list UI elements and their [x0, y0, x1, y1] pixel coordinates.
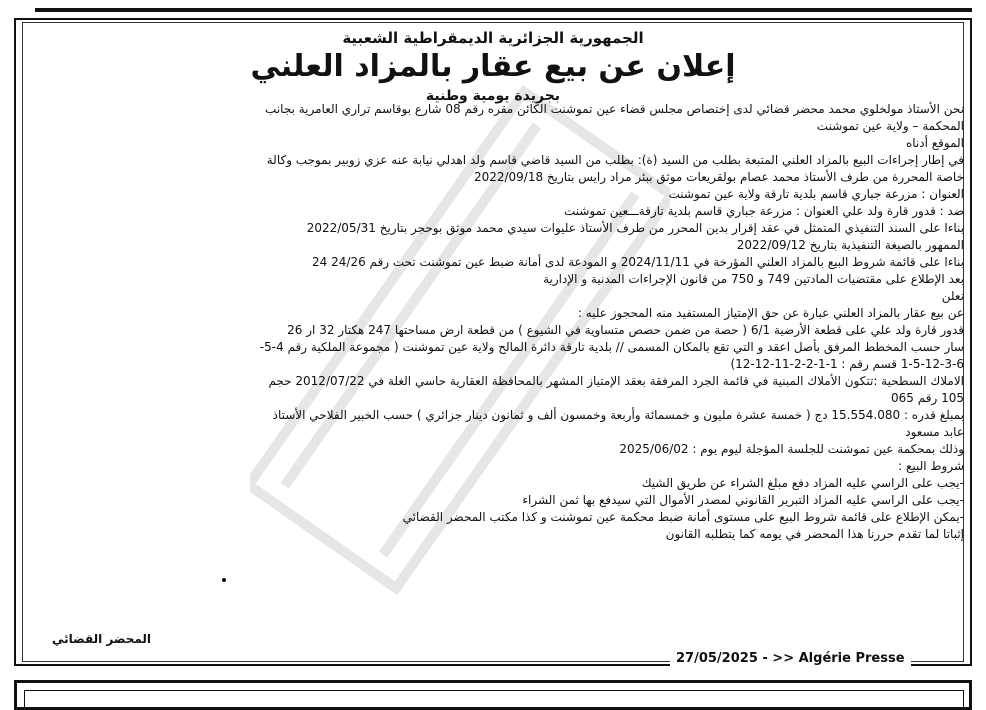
body-line: الاملاك السطحية :تتكون الأملاك المبنية في قائمة الجرد المرفقة بعقد الإمتياز المشهر بالمحافظة العقارية حاسي الغلة في 2012/07/22 حجم [268, 374, 964, 388]
body-line: -يجب على الراسي عليه المزاد دفع مبلغ الشراء عن طريق الشيك [641, 476, 964, 490]
body-line: خاصة المحررة من طرف الأستاذ محمد عصام بولقريعات موثق ببئر مراد رايس بتاريخ 2022/09/18 [473, 170, 964, 184]
body-line: المحكمة – ولاية عين تموشنت [816, 119, 964, 133]
signature-label: المحضر القضائي [52, 632, 152, 646]
body-line: العنوان : مزرعة جباري قاسم بلدية تارقة ولاية عين تموشنت [668, 187, 964, 201]
next-announcement-inner-frame [24, 690, 964, 710]
body-line: الموقع أدناه [905, 136, 964, 150]
body-line: بناءا على قائمة شروط البيع بالمزاد العلني المؤرخة في 2024/11/11 و المودعة لدى أمانة ضبط عين تموشنت تحت رقم 24/26 24 [312, 255, 964, 269]
republic-heading: الجمهورية الجزائرية الديمقراطية الشعبية [342, 29, 644, 47]
source-footer: 27/05/2025 - >> Algérie Presse [670, 651, 911, 666]
body-line: نعلن [941, 289, 964, 303]
body-line: في إطار إجراءات البيع بالمزاد العلني المتبعة بطلب من السيد (ة): بطلب من السيد قاضي قاسم ولد اهدلي نيابة عنه عزي زوبير بموجب وكالة [266, 153, 964, 167]
top-rule [35, 8, 972, 12]
body-line: ضد : قدور قارة ولد علي العنوان : مزرعة جباري قاسم بلدية تارقةـــعين تموشنت [563, 204, 964, 218]
body-line: 1-5-12-3-6 قسم رقم : 1-1-2-2-11-12-12) [730, 357, 964, 371]
body-line: قدور قارة ولد علي على قطعة الأرضية 6/1 ( حصة من ضمن حصص متساوية في الشيوع ) من قطعة ارض مساحتها 247 هكتار 32 ار 26 [287, 323, 964, 337]
body-line: إثباتا لما تقدم حررنا هذا المحضر في يومه كما يتطلبه القانون [665, 527, 964, 541]
body-line: نحن الأستاذ مولخلوي محمد محضر قضائي لدى إختصاص مجلس قضاء عين تموشنت الكائن مقره رقم 08 شارع بوقاسم تراري العامرية بجانب [265, 102, 964, 116]
body-line: -يمكن الإطلاع على قائمة شروط البيع على مستوى أمانة ضبط محكمة عين تموشنت و كذا مكتب المحضر القضائي [402, 510, 964, 524]
body-line: وذلك بمحكمة عين تموشنت للجلسة المؤجلة ليوم يوم : 2025/06/02 [619, 442, 964, 456]
body-line: الممهور بالصيغة التنفيذية بتاريخ 2022/09/12 [736, 238, 964, 252]
body-line: شروط البيع : [898, 459, 964, 473]
body-line: 105 رقم 065 [891, 391, 964, 405]
body-line: سار حسب المخطط المرفق بأصل اعقد و التي تقع بالمكان المسمى // بلدية تارقة دائرة المالح ولاية عين تموشنت ( مجموعة الملكية رقم 4-5- [259, 340, 964, 354]
body-line: عابد مسعود [905, 425, 964, 439]
body-line: عن بيع عقار بالمزاد العلني عبارة عن حق الإمتياز المستفيد منه المحجوز عليه : [577, 306, 964, 320]
body-line: بناءا على السند التنفيذي المتمثل في عقد إقرار بدين المحرر من طرف الأستاذ عليوات سيدي محمد موثق بوحجر بتاريخ 2022/05/31 [306, 221, 964, 235]
body-line: بعد الإطلاع على مقتضيات المادتين 749 و 750 من قانون الإجراءات المدنية و الإدارية [543, 272, 964, 286]
announcement-body [26, 101, 964, 543]
announcement-title: إعلان عن بيع عقار بالمزاد العلني [250, 49, 736, 84]
announcement-header [30, 28, 956, 106]
body-line: -يجب على الراسي عليه المزاد التبرير القانوني لمصدر الأموال التي سيدفع بها ثمن الشراء [522, 493, 964, 507]
announcement-subtitle: بجريدة يومية وطنية [425, 88, 561, 104]
bullet-dot [222, 578, 226, 582]
body-line: بمبلغ قدره : 15.554.080 دج ( خمسة عشرة مليون و خمسمائة وأربعة وخمسون ألف و ثمانون دينار جزائري ) حسب الخبير الفلاحي الأستاذ [272, 408, 964, 422]
